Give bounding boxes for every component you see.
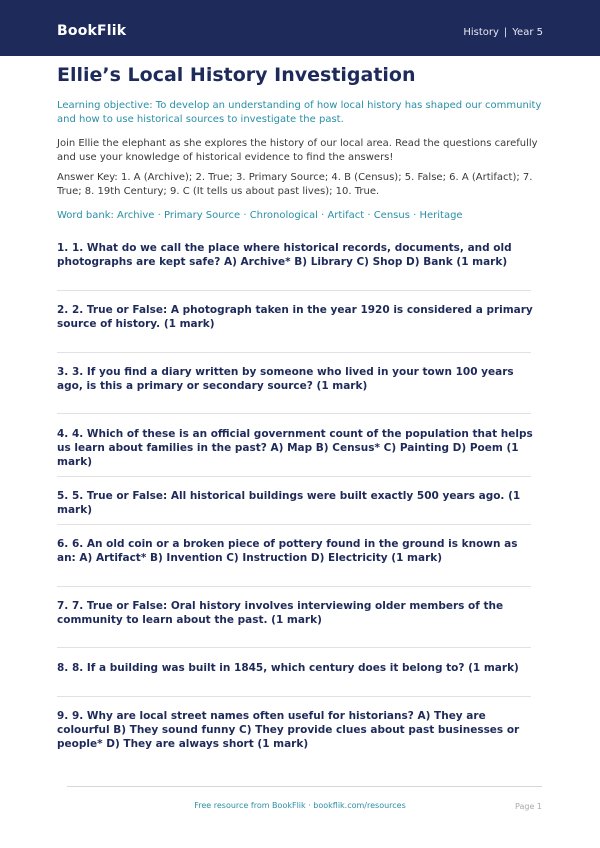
question-4: 4. 4. Which of these is an official government count of the population that helps us learn about families in the past? A) Map B) Census* C) Painting D) Poem (1 mark) [57,428,533,468]
question-9: 9. 9. Why are local street names often useful for historians? A) They are colourful B) They sound funny C) They provide clues about past businesses or people* D) They are always short (1 mark) [57,710,520,750]
question-1: 1. 1. What do we call the place where historical records, documents, and old photographs are kept safe? A) Archive* B) Library C) Shop D) Bank (1 mark) [57,242,512,268]
answer-key: Answer Key: 1. A (Archive); 2. True; 3. Primary Source; 4. B (Census); 5. False; 6. A (Artifact); 7. True; 8. 19th Century; 9. C (It tells us about past lives); 10. True. [57,172,533,197]
question-divider [57,524,531,525]
page-header [0,0,600,56]
breadcrumb-separator: | [503,27,508,38]
question-3: 3. 3. If you find a diary written by someone who lived in your town 100 years ago, is this a primary or secondary source? (1 mark) [57,366,514,392]
question-divider [57,476,531,477]
learning-objective: Learning objective: To develop an understanding of how local history has shaped our community and how to use historical sources to investigate the past. [57,100,542,125]
question-2: 2. 2. True or False: A photograph taken in the year 1920 is considered a primary source of history. (1 mark) [57,304,533,330]
subject-label: History [463,27,499,38]
question-divider [57,696,531,697]
question-divider [57,586,531,587]
intro-text: Join Ellie the elephant as she explores the history of our local area. Read the questions carefully and use your knowledge of historical evidence to find the answers! [57,138,538,163]
question-5: 5. 5. True or False: All historical buildings were built exactly 500 years ago. (1 mark) [57,490,521,516]
question-divider [57,352,531,353]
question-7: 7. 7. True or False: Oral history involves interviewing older members of the community to learn about the past. (1 mark) [57,600,504,626]
brand-logo[interactable]: BookFlik [57,23,127,39]
question-6: 6. 6. An old coin or a broken piece of pottery found in the ground is known as an: A) Artifact* B) Invention C) Instruction D) Electricity (1 mark) [57,538,518,564]
question-divider [57,290,531,291]
page-title: Ellie’s Local History Investigation [57,64,416,86]
page-number: Page 1 [515,802,542,811]
question-divider [57,647,531,648]
question-divider [57,413,531,414]
question-8: 8. 8. If a building was built in 1845, which century does it belong to? (1 mark) [57,662,519,674]
word-bank: Word bank: Archive · Primary Source · Chronological · Artifact · Census · Heritage [57,210,463,221]
subject-breadcrumb [463,27,543,38]
footer-divider [67,786,542,787]
footer-resource-link[interactable]: Free resource from BookFlik · bookflik.com/resources [194,801,406,810]
year-label: Year 5 [512,27,543,38]
